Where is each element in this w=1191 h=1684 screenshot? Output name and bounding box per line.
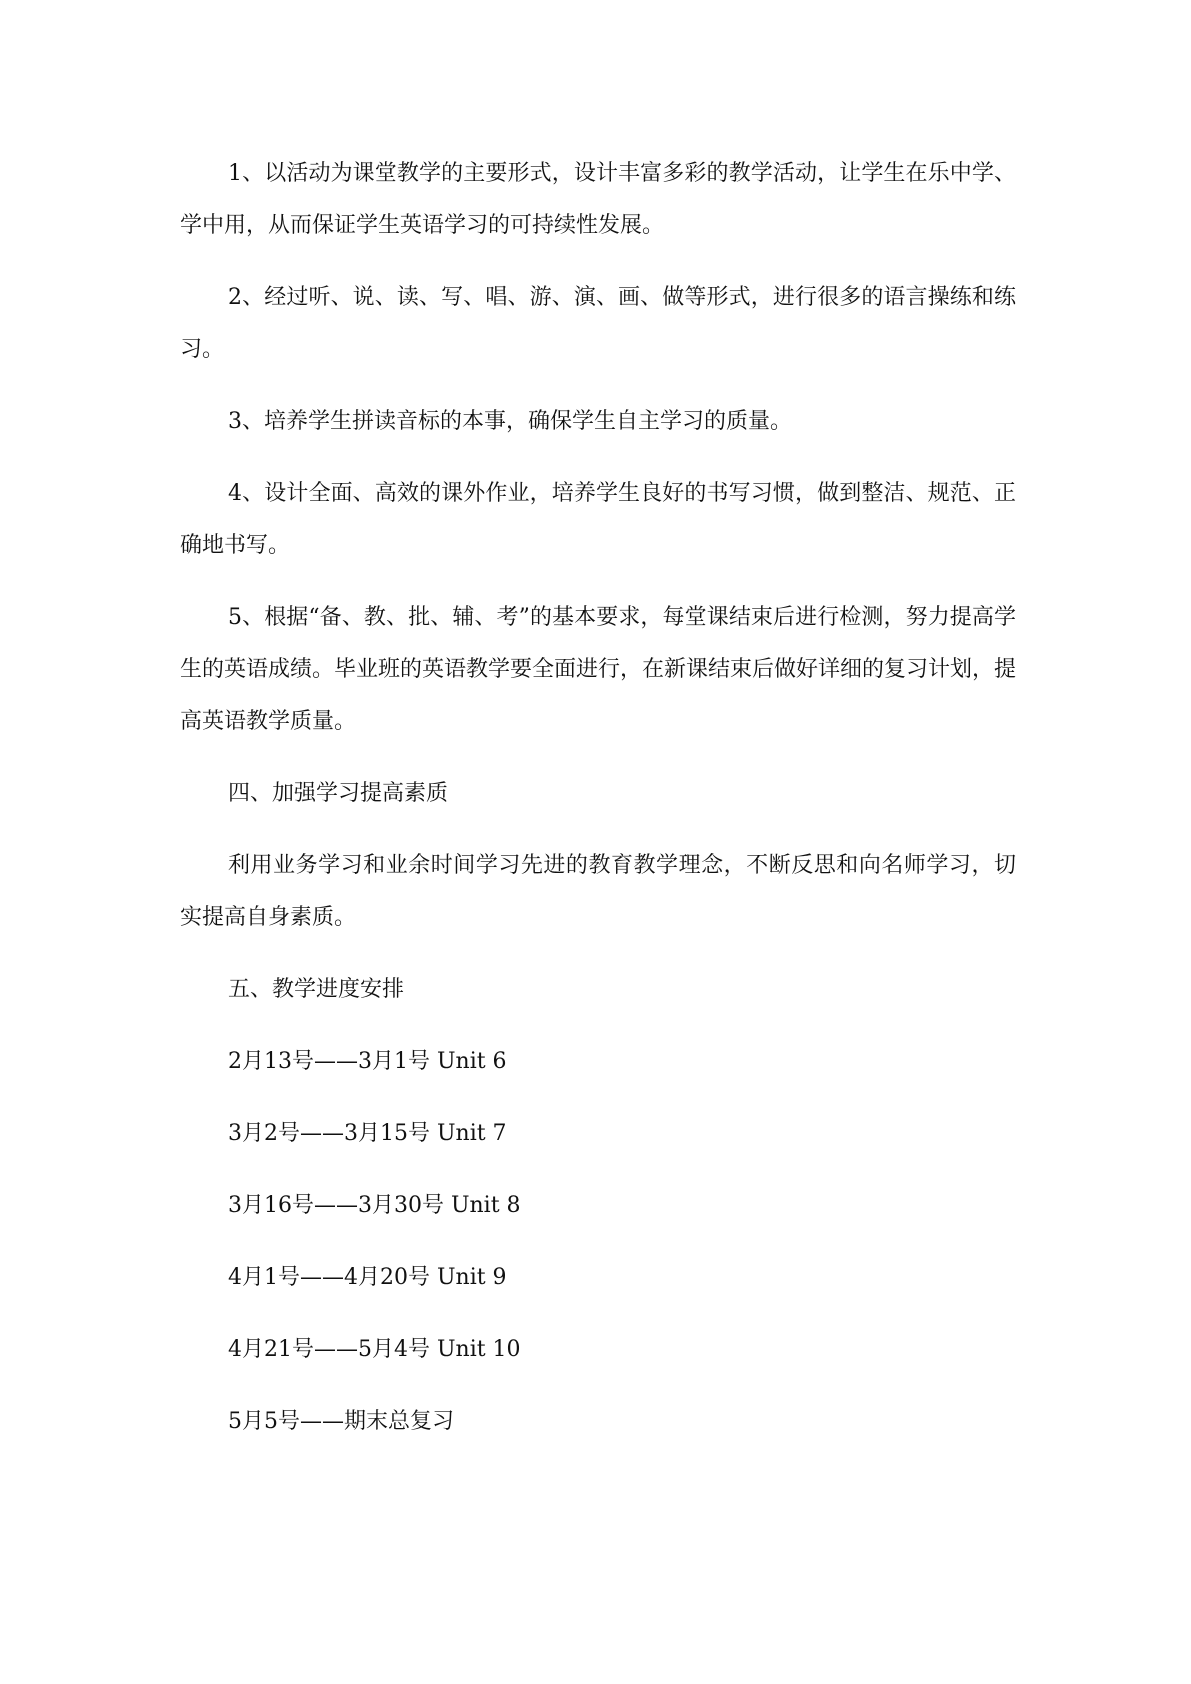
paragraph-study: 利用业务学习和业余时间学习先进的教育教学理念，不断反思和向名师学习，切实提高自身素质。 [180, 853, 1016, 930]
schedule-item-unit-10: 4月21号——5月4号 Unit 10 [228, 1337, 521, 1362]
schedule-item-unit-9: 4月1号——4月20号 Unit 9 [228, 1265, 507, 1290]
document-page [180, 148, 1016, 1448]
paragraph-method-3: 3、培养学生拼读音标的本事，确保学生自主学习的质量。 [228, 409, 792, 434]
paragraph-method-2: 2、经过听、说、读、写、唱、游、演、画、做等形式，进行很多的语言操练和练习。 [180, 285, 1016, 362]
paragraph-method-1: 1、以活动为课堂教学的主要形式，设计丰富多彩的教学活动，让学生在乐中学、学中用，从而保证学生英语学习的可持续性发展。 [180, 161, 1016, 238]
schedule-item-review: 5月5号——期末总复习 [228, 1409, 454, 1434]
section-heading-4: 四、加强学习提高素质 [228, 781, 449, 806]
schedule-item-unit-6: 2月13号——3月1号 Unit 6 [228, 1049, 507, 1074]
schedule-item-unit-7: 3月2号——3月15号 Unit 7 [228, 1121, 507, 1146]
paragraph-method-5: 5、根据“备、教、批、辅、考”的基本要求，每堂课结束后进行检测，努力提高学生的英语成绩。毕业班的英语教学要全面进行，在新课结束后做好详细的复习计划，提高英语教学质量。 [180, 605, 1017, 734]
schedule-item-unit-8: 3月16号——3月30号 Unit 8 [228, 1193, 521, 1218]
paragraph-method-4: 4、设计全面、高效的课外作业，培养学生良好的书写习惯，做到整洁、规范、正确地书写。 [180, 481, 1016, 558]
section-heading-5: 五、教学进度安排 [228, 977, 405, 1002]
